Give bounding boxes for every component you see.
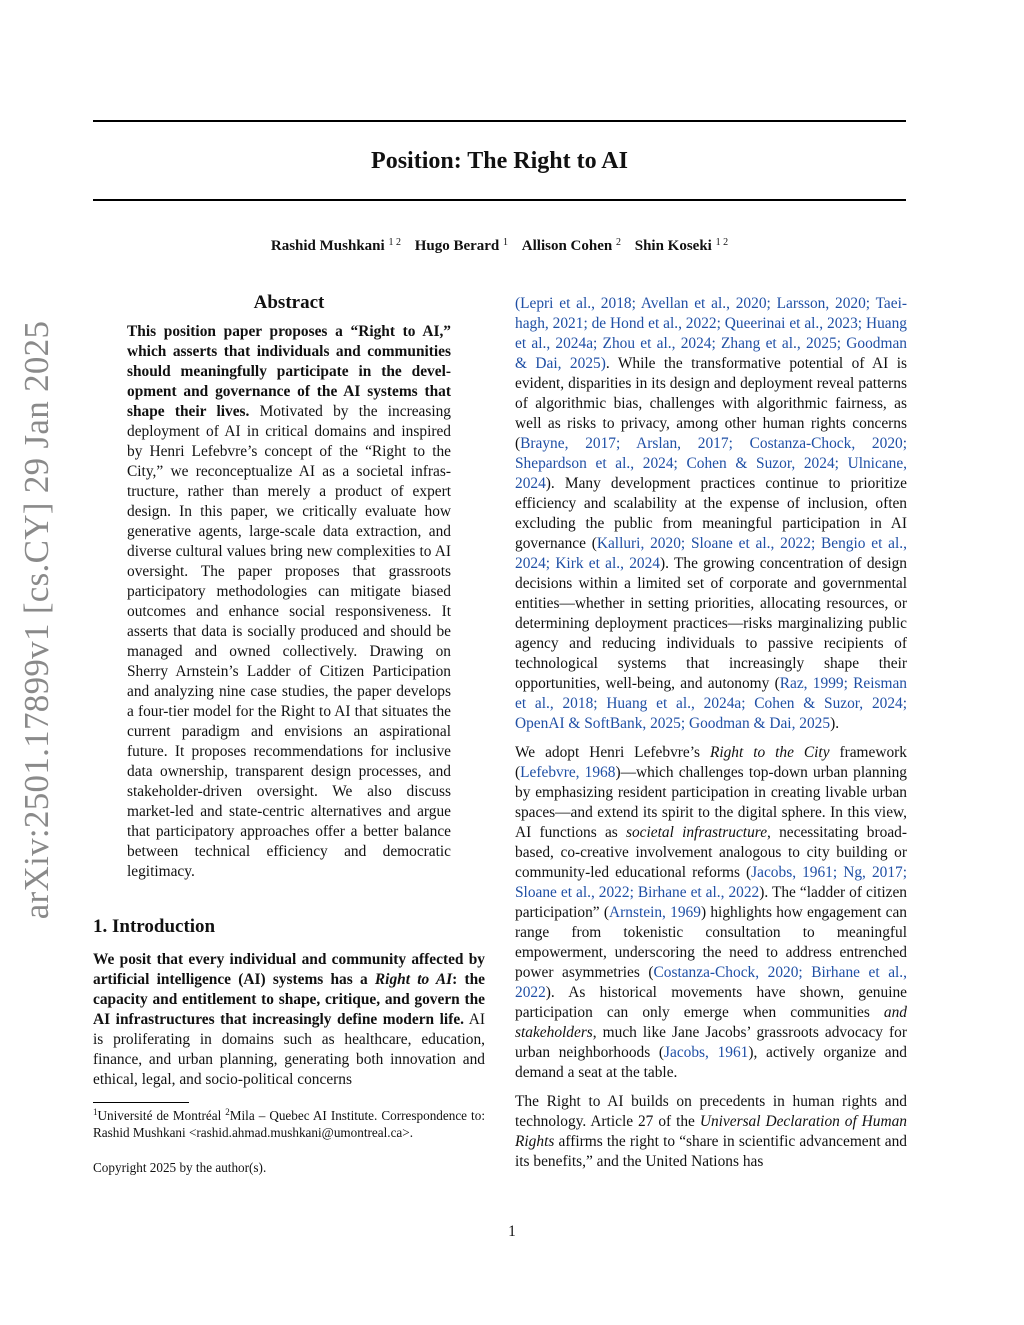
- citation-link[interactable]: Jacobs, 1961: [664, 1044, 749, 1061]
- intro-paragraph: We posit that every individual and community affected by artificial intelligence (AI) systems has a Right to AI: the capacity and entitlement to shape, critique, and govern the AI infrastructures that increasingly define modern life. AI is proliferating in domains such as healthcare, education, finance, and urban planning, generating both innovation and ethical, legal, and socio-political concerns: [93, 951, 485, 1088]
- title-top-rule: [93, 120, 906, 122]
- citation-link[interactable]: Costanza-Chock, 2020; Birhane et al., 2022: [515, 964, 907, 1001]
- citation-link[interactable]: Arnstein, 1969: [609, 904, 701, 921]
- author: Rashid Mushkani $^{1 2}$: [270, 237, 401, 254]
- body-paragraph: (Lepri et al., 2018; Avellan et al., 2020; Larsson, 2020; Taeihagh, 2021; de Hond et al., 2022; Queerinai et al., 2023; Huang et al., 2024a; Zhou et al., 2024; Zhang et al., 2025; Goodman & Dai, 2025). While the transformative potential of AI is evident, disparities in its design and deployment reveal patterns of algorithmic bias, challenges with algorithmic fairness, as well as risks to privacy, among other human rights concerns (Brayne, 2017; Arslan, 2017; Costanza-Chock, 2020; Shepardson et al., 2024; Cohen & Suzor, 2024; Ulnicane, 2024). Many development practices continue to prioritize efficiency and scalability at the expense of inclusion, often excluding the public from meaningful participation in AI governance (Kalluri, 2020; Sloane et al., 2022; Bengio et al., 2024; Kirk et al., 2024). The growing concentration of design decisions within a limited set of corporate and governmental entities—whether in setting priorities, allocating resources, or determining deployment practices—risks marginalizing public agency and reducing individuals to passive recipients of technological systems that increasingly shape their opportunities, well-being, and autonomy (Raz, 1999; Reisman et al., 2018; Huang et al., 2024a; Cohen & Suzor, 2024; OpenAI & SoftBank, 2025; Goodman & Dai, 2025).: [515, 295, 907, 732]
- citation-link[interactable]: (Lepri et al., 2018; Avellan et al., 2020; Larsson, 2020; Taeihagh, 2021; de Hond et al., 2022; Queerinai et al., 2023; Huang et al., 2024a; Zhou et al., 2024; Zhang et al., 2025; Goodman & Dai, 2025): [515, 295, 907, 372]
- right-column: [515, 294, 907, 1181]
- abstract-heading: Abstract: [253, 292, 325, 313]
- citation-link[interactable]: Brayne, 2017; Arslan, 2017; Costanza-Chock, 2020; Shepardson et al., 2024; Cohen & Suzor, 2024; Ulnicane, 2024: [515, 435, 907, 492]
- arxiv-identifier: arXiv:2501.17899v1 [cs.CY] 29 Jan 2025: [17, 320, 56, 920]
- footnote-rule: [93, 1102, 189, 1103]
- author: Shin Koseki $^{1 2}$: [634, 237, 729, 254]
- body-paragraph: We adopt Henri Lefebvre’s Right to the City framework (Lefebvre, 1968)—which challenges top-down urban planning by emphasizing resident participation in creating livable urban spaces—and extend its spirit to the digital sphere. In this view, AI functions as societal infrastructure, necessitating broad-based, co-creative involvement analogous to city building or community-led educational reforms (Jacobs, 1961; Ng, 2017; Sloane et al., 2022; Birhane et al., 2022). The “ladder of citizen participation” (Arnstein, 1969) highlights how engagement can range from tokenistic consultation to meaningful empowerment, underscoring the need to address entrenched power asymmetries (Costanza-Chock, 2020; Birhane et al., 2022). As historical movements have shown, genuine participation can only emerge when communities and stakeholders, much like Jane Jacobs’ grassroots advocacy for urban neighborhoods (Jacobs, 1961), actively organize and demand a seat at the table.: [515, 744, 908, 1081]
- author: Allison Cohen $^2$: [521, 237, 621, 254]
- paper-title: Position: The Right to AI: [371, 148, 628, 174]
- title-bottom-rule: [93, 199, 906, 201]
- body-paragraph: The Right to AI builds on precedents in human rights and technology. Article 27 of the Universal Declaration of Human Rights affirms the right to “share in scientific advancement and its benefits,” and the United Nations has: [515, 1093, 908, 1170]
- author-list: [93, 234, 906, 258]
- citation-link[interactable]: Kalluri, 2020; Sloane et al., 2022; Bengio et al., 2024; Kirk et al., 2024: [515, 535, 907, 572]
- citation-link[interactable]: Jacobs, 1961; Ng, 2017; Sloane et al., 2022; Birhane et al., 2022: [515, 864, 907, 901]
- copyright-notice: Copyright 2025 by the author(s).: [93, 1160, 267, 1175]
- affiliation-footnote: $^1$Université de Montréal $^2$Mila – Quebec AI Institute. Correspondence to: Rashid Mushkani <rashid.ahmad.mushkani@umontreal.ca>.: [93, 1107, 485, 1140]
- page-number: 1: [508, 1223, 516, 1240]
- abstract-text: This position paper proposes a “Right to AI,” which asserts that individuals and communities should meaningfully participate in the development and governance of the AI systems that shape their lives. Motivated by the increasing deployment of AI in critical domains and inspired by Henri Lefebvre’s concept of the “Right to the City,” we reconceptualize AI as a societal infrastructure, rather than merely a product of expert design. In this paper, we critically evaluate how generative agents, large-scale data extraction, and diverse cultural values bring new complexities to AI oversight. The paper proposes that grassroots participatory methodologies can mitigate biased outcomes and enhance social responsiveness. It asserts that data is socially produced and should be managed and owned collectively. Drawing on Sherry Arnstein’s Ladder of Citizen Participation and analyzing nine case studies, the paper develops a four-tier model for the Right to AI that situates the current paradigm and envisions an aspirational future. It proposes recommendations for inclusive data ownership, transparent design processes, and stakeholder-driven oversight. We also discuss market-led and state-centric alternatives and argue that participatory approaches offer a better balance between technical efficiency and democratic legitimacy.: [127, 323, 452, 880]
- citation-link[interactable]: Raz, 1999; Reisman et al., 2018; Huang et al., 2024a; Cohen & Suzor, 2024; OpenAI & SoftBank, 2025; Goodman & Dai, 2025: [515, 675, 907, 732]
- author: Hugo Berard $^1$: [414, 237, 509, 254]
- left-column: [93, 290, 485, 1176]
- citation-link[interactable]: Lefebvre, 1968: [520, 764, 616, 781]
- section-heading-introduction: 1. Introduction: [93, 916, 216, 937]
